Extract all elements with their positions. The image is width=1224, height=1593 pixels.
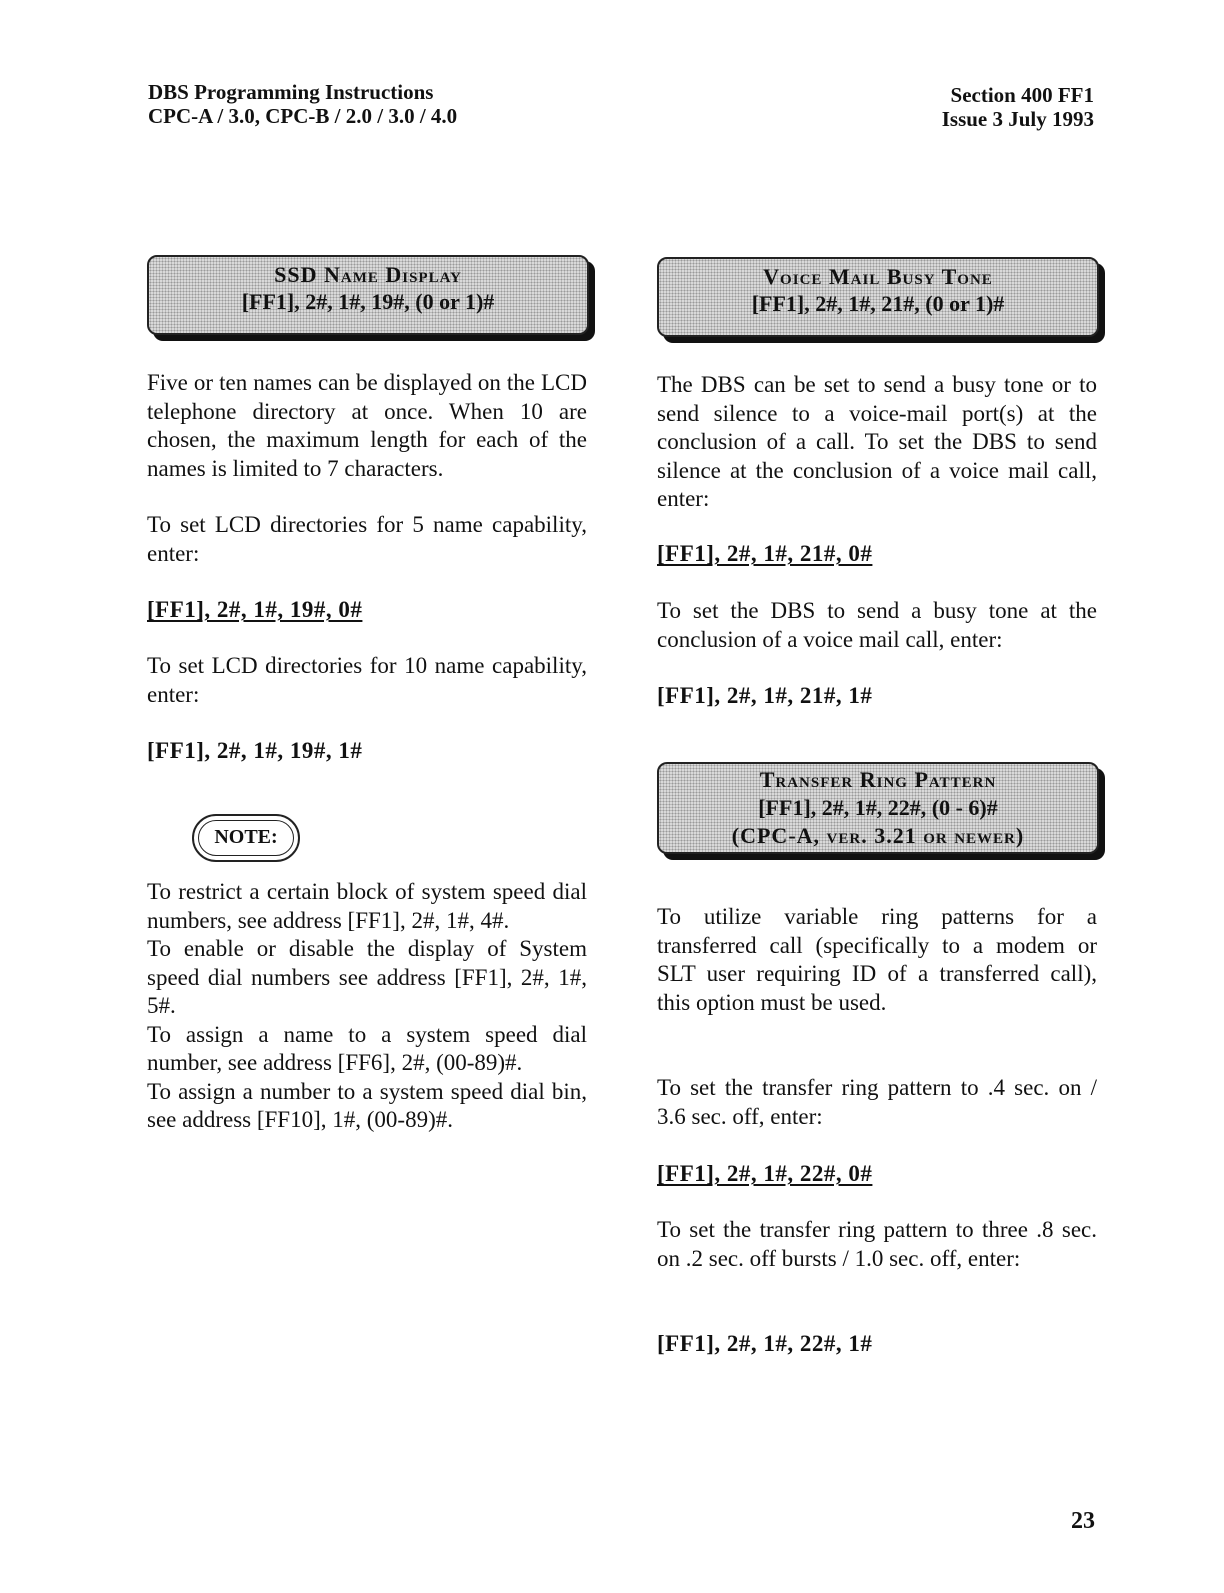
- ring-cmd-0: [FF1], 2#, 1#, 22#, 0#: [657, 1161, 873, 1186]
- box-title: Voice Mail Busy Tone: [763, 264, 993, 289]
- busy-tone-intro-text: The DBS can be set to send a busy tone or to send silence to a voice-mail port(s) at the conclusion of a call. To set the DBS to send silence at the conclusion of a voice mail call, enter:: [657, 372, 1097, 511]
- box-version: (CPC-A, ver. 3.21 or newer): [731, 823, 1025, 848]
- note-item: To restrict a certain block of system speed dial numbers, see address [FF1], 2#, 1#, 4#.: [147, 879, 587, 933]
- busy-tone-set-text: To set the DBS to send a busy tone at the conclusion of a voice mail call, enter:: [657, 598, 1097, 652]
- ssd-cmd-10: [FF1], 2#, 1#, 19#, 1#: [147, 738, 363, 763]
- note-item: To enable or disable the display of System speed dial numbers see address [FF1], 2#, 1#, 5#.: [147, 936, 587, 1018]
- box-code: [FF1], 2#, 1#, 21#, (0 or 1)#: [751, 291, 1005, 316]
- box-code: [FF1], 2#, 1#, 22#, (0 - 6)#: [758, 795, 998, 820]
- ssd-cmd-5: [FF1], 2#, 1#, 19#, 0#: [147, 597, 363, 622]
- ring-set0-text: To set the transfer ring pattern to .4 sec. on / 3.6 sec. off, enter:: [657, 1075, 1097, 1129]
- transfer-ring-pattern-box: [657, 762, 1099, 854]
- note-item: To assign a number to a system speed dial bin, see address [FF10], 1#, (00-89)#.: [147, 1078, 587, 1132]
- box-code: [FF1], 2#, 1#, 19#, (0 or 1)#: [241, 289, 495, 314]
- busy-tone-cmd-silence: [FF1], 2#, 1#, 21#, 0#: [657, 541, 873, 566]
- box-title: Transfer Ring Pattern: [759, 767, 997, 792]
- page-number: 23: [1071, 1508, 1095, 1534]
- ring-cmd-1: [FF1], 2#, 1#, 22#, 1#: [657, 1331, 873, 1356]
- section-label: Section 400 FF1: [950, 83, 1094, 107]
- note-label: NOTE:: [214, 826, 278, 848]
- note-badge: [192, 814, 300, 862]
- busy-tone-cmd-busy: [FF1], 2#, 1#, 21#, 1#: [657, 683, 873, 708]
- ssd-set10-text: To set LCD directories for 10 name capability, enter:: [147, 653, 587, 707]
- issue-date: Issue 3 July 1993: [941, 107, 1094, 131]
- ssd-set5-text: To set LCD directories for 5 name capability, enter:: [147, 512, 587, 566]
- doc-versions: CPC-A / 3.0, CPC-B / 2.0 / 3.0 / 4.0: [148, 104, 458, 128]
- note-item: To assign a name to a system speed dial number, see address [FF6], 2#, (00-89)#.: [147, 1021, 587, 1075]
- doc-header-left: [148, 80, 457, 128]
- ring-intro-text: To utilize variable ring patterns for a transferred call (specifically to a modem or SLT user requiring ID of a transferred call), this option must be used.: [657, 904, 1097, 1015]
- voice-mail-busy-tone-box: [657, 257, 1099, 337]
- ring-set1-text: To set the transfer ring pattern to three .8 sec. on .2 sec. off bursts / 1.0 sec. off, enter:: [657, 1217, 1097, 1271]
- doc-title: DBS Programming Instructions: [148, 80, 434, 104]
- ssd-name-display-box: [147, 255, 589, 335]
- ssd-intro-text: Five or ten names can be displayed on the LCD telephone directory at once. When 10 are chosen, the maximum length for each of the names is limited to 7 characters.: [147, 370, 587, 481]
- note-body: [147, 878, 587, 1135]
- box-title: SSD Name Display: [274, 262, 462, 287]
- doc-header-right: [942, 83, 1094, 131]
